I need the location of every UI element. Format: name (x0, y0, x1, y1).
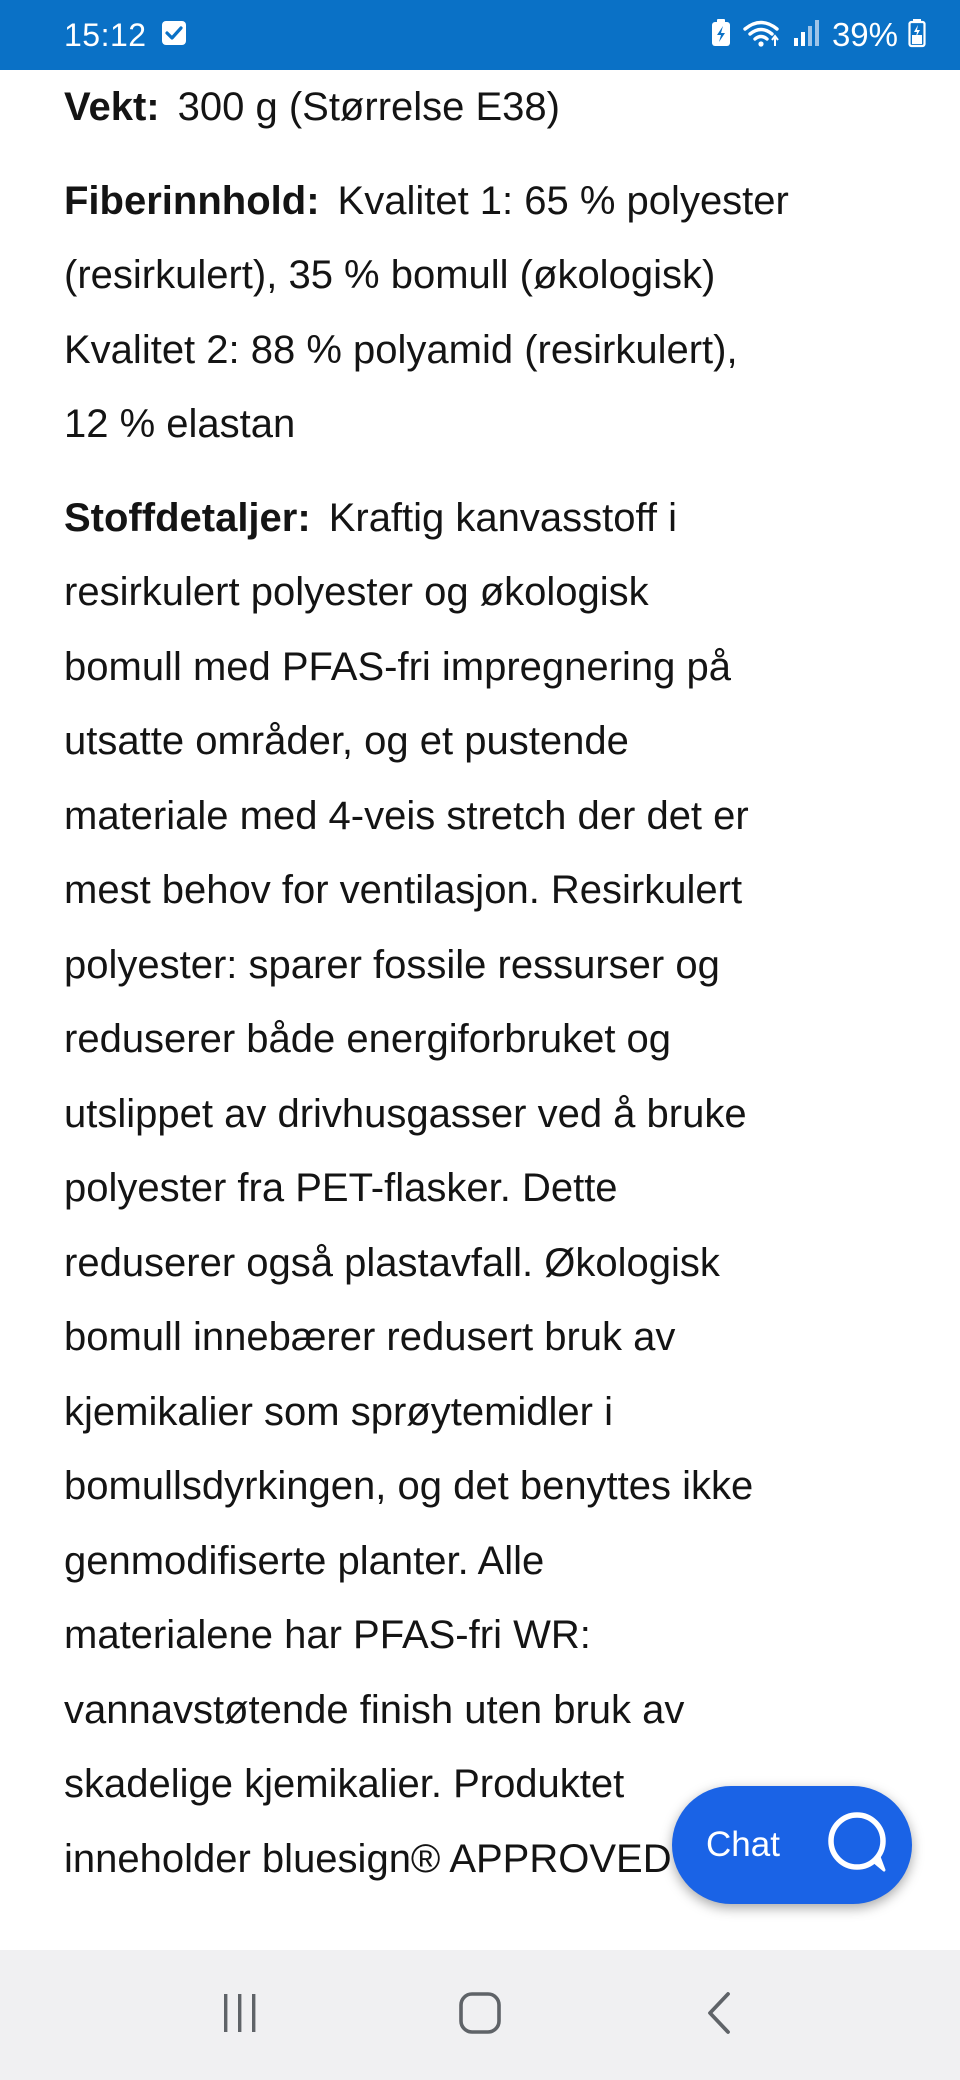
home-icon (457, 1990, 503, 2041)
fabric-line-5: materiale med 4-veis stretch der det er (64, 793, 749, 838)
fabric-line-17: vannavstøtende finish uten bruk av (64, 1687, 685, 1732)
navigation-bar (0, 1950, 960, 2080)
fabric-line-11: reduserer også plastavfall. Økologisk (64, 1240, 720, 1285)
battery-saver-icon (710, 18, 732, 53)
fabric-section (64, 481, 894, 1897)
status-bar-right (710, 16, 926, 54)
fabric-line-13: kjemikalier som sprøytemidler i (64, 1389, 613, 1434)
chat-bubble-icon (822, 1808, 892, 1883)
signal-icon (792, 18, 822, 53)
status-bar (0, 0, 960, 70)
fabric-text-1: Kraftig kanvasstoff i (328, 495, 678, 540)
fabric-line-10: polyester fra PET-flasker. Dette (64, 1166, 618, 1210)
fabric-line-3: bomull med PFAS-fri impregnering på (64, 644, 731, 689)
fiber-text-1: Kvalitet 1: 65 % polyester (337, 178, 789, 223)
status-time: 15:12 (64, 16, 147, 53)
fiber-section (64, 164, 894, 462)
fabric-line-14: bomullsdyrkingen, og det benyttes ikke (64, 1464, 754, 1508)
chat-label: Chat (706, 1825, 780, 1864)
weight-line-1 (64, 70, 894, 145)
wifi-icon (742, 18, 782, 53)
weight-label: Vekt: (64, 85, 160, 129)
fiber-line-1 (64, 164, 894, 239)
home-button[interactable] (440, 1975, 520, 2055)
fabric-line-19: inneholder bluesign® APPROVED (64, 1836, 672, 1881)
recent-apps-icon (218, 1991, 262, 2040)
fabric-line-8: reduserer både energiforbruket og (64, 1017, 672, 1061)
fabric-line-18: skadelige kjemikalier. Produktet (64, 1762, 625, 1806)
battery-icon (908, 18, 926, 53)
fabric-line-7: polyester: sparer fossile ressurser og (64, 942, 720, 987)
fabric-label: Stoffdetaljer: (64, 495, 311, 540)
back-icon (698, 1990, 742, 2041)
fiber-line-4: 12 % elastan (64, 402, 296, 446)
chat-button[interactable] (672, 1786, 912, 1904)
checkbox-notification-icon (161, 20, 187, 51)
fabric-line-1 (64, 481, 894, 556)
fabric-line-6: mest behov for ventilasjon. Resirkulert (64, 868, 743, 912)
fiber-label: Fiberinnhold: (64, 178, 320, 223)
weight-section (64, 70, 894, 145)
fabric-line-4: utsatte områder, og et pustende (64, 719, 629, 763)
weight-value: 300 g (Størrelse E38) (177, 85, 560, 129)
product-details (64, 70, 894, 1950)
recent-apps-button[interactable] (200, 1975, 280, 2055)
fabric-line-15: genmodifiserte planter. Alle (64, 1538, 545, 1583)
fabric-line-12: bomull innebærer redusert bruk av (64, 1315, 676, 1359)
fabric-line-2: resirkulert polyester og økologisk (64, 570, 649, 614)
status-bar-left (64, 17, 187, 54)
back-button[interactable] (680, 1975, 760, 2055)
fiber-line-3: Kvalitet 2: 88 % polyamid (resirkulert), (64, 327, 738, 372)
fabric-line-9: utslippet av drivhusgasser ved å bruke (64, 1091, 747, 1136)
battery-percent: 39% (831, 16, 898, 53)
fiber-line-2: (resirkulert), 35 % bomull (økologisk) (64, 253, 716, 297)
fabric-line-16: materialene har PFAS-fri WR: (64, 1613, 591, 1657)
